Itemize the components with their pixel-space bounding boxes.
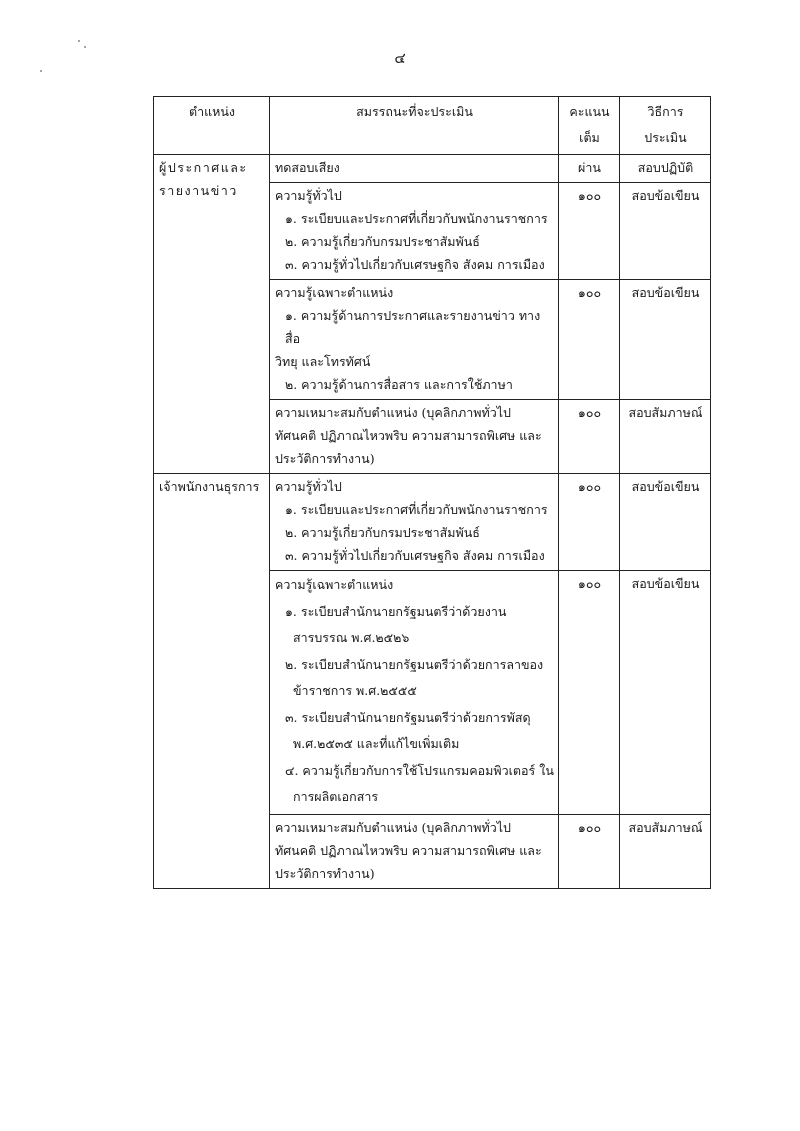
header-competency: สมรรถนะที่จะประเมิน [270,97,559,155]
competency-item: ๓. ความรู้ทั่วไปเกี่ยวกับเศรษฐกิจ สังคม การเมือง [285,257,545,272]
method-cell: สอบสัมภาษณ์ [620,814,711,888]
table-header-row [154,97,711,155]
method-cell: สอบสัมภาษณ์ [620,400,711,474]
competency-item: ๑. ความรู้ด้านการประกาศและรายงานข่าว ทางสื่อ [285,308,541,346]
score-cell: ๑๐๐ [559,474,620,571]
header-method-line2: ประเมิน [644,130,687,145]
position-cell [154,155,270,474]
position-name: เจ้าพนักงานธุรการ [159,479,260,494]
method-cell: สอบข้อเขียน [620,571,711,815]
table-row [154,155,711,183]
competency-heading: ทดสอบเสียง [275,160,340,175]
competency-item: ๑. ระเบียบและประกาศที่เกี่ยวกับพนักงานราชการ [285,502,548,517]
header-score [559,97,620,155]
competency-item: ๓. ความรู้ทั่วไปเกี่ยวกับเศรษฐกิจ สังคม การเมือง [285,548,545,563]
scan-speck [40,70,42,72]
competency-item: ทัศนคติ ปฏิภาณไหวพริบ ความสามารถพิเศษ และ [275,842,542,858]
header-method [620,97,711,155]
table-row [154,474,711,571]
competency-cell [270,183,559,280]
competency-item: สารบรรณ พ.ศ.๒๕๒๖ [293,630,410,645]
competency-cell [270,155,559,183]
competency-heading: ความรู้ทั่วไป [275,188,342,203]
competency-cell [270,814,559,888]
competency-item: ทัศนคติ ปฏิภาณไหวพริบ ความสามารถพิเศษ และ [275,428,542,443]
score-cell: ๑๐๐ [559,280,620,400]
competency-cell [270,571,559,815]
competency-item: ๒. ความรู้เกี่ยวกับกรมประชาสัมพันธ์ [285,234,480,249]
header-method-line1: วิธีการ [647,104,684,119]
competency-item: ประวัติการทำงาน) [275,451,375,466]
score-cell: ผ่าน [559,155,620,183]
header-position: ตำแหน่ง [154,97,270,155]
competency-item: ๑. ระเบียบและประกาศที่เกี่ยวกับพนักงานราชการ [285,211,548,226]
competency-item: พ.ศ.๒๕๓๕ และที่แก้ไขเพิ่มเติม [293,736,460,751]
competency-item: ๓. ระเบียบสำนักนายกรัฐมนตรีว่าด้วยการพัสดุ [285,709,531,725]
method-cell: สอบข้อเขียน [620,280,711,400]
competency-item: ๒. ความรู้ด้านการสื่อสาร และการใช้ภาษา [285,377,513,392]
competency-cell [270,280,559,400]
header-score-line2: เต็ม [579,130,600,145]
competency-heading: ความเหมาะสมกับตำแหน่ง (บุคลิกภาพทั่วไป [275,405,511,420]
competency-item: ประวัติการทำงาน) [275,865,375,881]
page-number: ๔ [394,49,406,67]
competency-cell [270,474,559,571]
competency-item: ๒. ความรู้เกี่ยวกับกรมประชาสัมพันธ์ [285,525,480,540]
competency-item: วิทยุ และโทรทัศน์ [275,354,371,369]
competency-heading: ความรู้เฉพาะตำแหน่ง [275,285,394,300]
competency-item: ๔. ความรู้เกี่ยวกับการใช้โปรแกรมคอมพิวเตอร์ ใน [285,762,554,778]
score-cell: ๑๐๐ [559,571,620,815]
method-cell: สอบข้อเขียน [620,183,711,280]
competency-item: ข้าราชการ พ.ศ.๒๕๕๕ [293,683,417,698]
score-cell: ๑๐๐ [559,400,620,474]
score-cell: ๑๐๐ [559,814,620,888]
competency-item: การผลิตเอกสาร [293,789,379,804]
competency-cell [270,400,559,474]
position-cell [154,474,270,889]
position-name: ผู้ประกาศและรายงานข่าว [159,160,248,198]
method-cell: สอบปฏิบัติ [620,155,711,183]
competency-item: ๒. ระเบียบสำนักนายกรัฐมนตรีว่าด้วยการลาของ [285,656,544,672]
competency-heading: ความเหมาะสมกับตำแหน่ง (บุคลิกภาพทั่วไป [275,819,511,835]
competency-item: ๑. ระเบียบสำนักนายกรัฐมนตรีว่าด้วยงาน [285,603,507,619]
method-cell: สอบข้อเขียน [620,474,711,571]
evaluation-table [153,96,711,889]
score-cell: ๑๐๐ [559,183,620,280]
competency-heading: ความรู้เฉพาะตำแหน่ง [275,577,394,592]
scan-speck [78,40,80,42]
header-score-line1: คะแนน [569,104,610,119]
competency-heading: ความรู้ทั่วไป [275,479,342,494]
